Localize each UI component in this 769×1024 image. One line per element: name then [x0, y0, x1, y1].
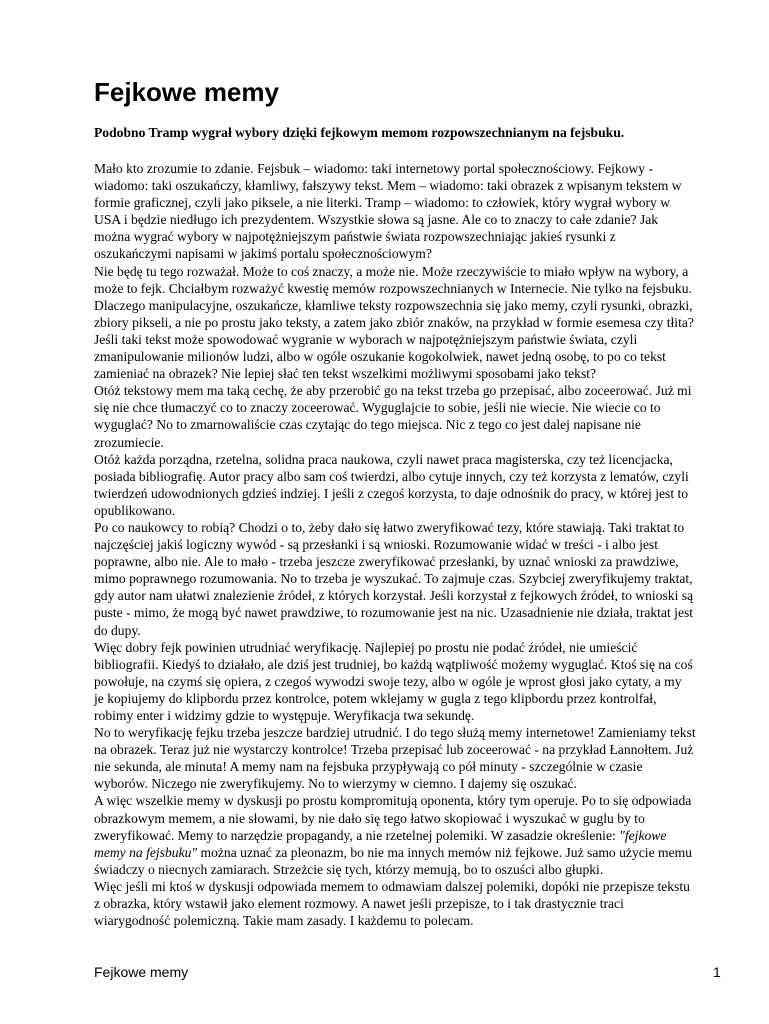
body-line: mimo poprawnego rozumowania. No to trzeba je wyszukać. To zajmuje czas. Szybciej zweryfikujemy traktat,: [94, 571, 693, 587]
body-line: z obrazka, który wstawił jako element rozmowy. A nawet jeśli przepisze, to i tak drastycznie traci: [94, 896, 624, 912]
body-line: zamieniać na obrazek? Nie lepiej słać ten tekst wszelkimi możliwymi sposobami jako tekst?: [94, 366, 597, 382]
body-line: opublikowano.: [94, 502, 176, 518]
body-line-segment: zweryfikować. Memy to narzędzie propagandy, a nie rzetelnej polemiki. W zasadzie określenie:: [94, 827, 620, 843]
body-line: Mało kto zrozumie to zdanie. Fejsbuk – wiadomo: taki internetowy portal społecznościowy. Fejkowy -: [94, 161, 653, 176]
body-line: twierdzeń udowodnionych gdzieś indziej. I jeśli z czegoś korzysta, to daje odnośnik do pracy, w której jest to: [94, 485, 689, 501]
body-line: Po co naukowcy to robią? Chodzi o to, żeby dało się łatwo zweryfikować tezy, które stawiają. Taki traktat to: [94, 519, 685, 535]
quoted-phrase: memy na fejsbuku": [94, 844, 198, 860]
body-line: może to fejk. Chciałbym rozważyć kwestię memów rozpowszechnianych w Internecie. Nie tylko na fejsbuku.: [94, 280, 692, 296]
body-line: wiadomo: taki oszukańczy, kłamliwy, fałszywy tekst. Mem – wiadomo: taki obrazek z wpisanym tekstem w: [94, 178, 682, 194]
body-line: nie sekunda, ale minuta! A memy nam na fejsbuka przypływają co pół minuty - szczególnie w czasie: [94, 759, 643, 775]
body-line: do dupy.: [94, 622, 141, 638]
body-line: poprawne, albo nie. Ale to mało - trzeba jeszcze zweryfikować przesłanki, by uznać wnioski za prawdziwe,: [94, 554, 679, 570]
body-line: zrozumiecie.: [94, 434, 164, 450]
body-text: [94, 160, 744, 929]
body-line: można wygrać wybory w najpotężniejszym państwie świata rozpowszechniając jakieś rysunki z: [94, 229, 616, 245]
body-line: Otóż każda porządna, rzetelna, solidna praca naukowa, czyli nawet praca magisterska, czy też licencjacka,: [94, 451, 673, 467]
body-line: gdy autor nam ułatwi znalezienie źródeł, z których korzystał. Jeśli korzystał z fejkowych źródeł, to wnioski są: [94, 588, 694, 604]
body-line: świadczy o niecnych zamiarach. Strzeżcie się tych, którzy memują, bo to oszuści albo głupki.: [94, 861, 604, 877]
body-line: wyborów. Niczego nie zweryfikujemy. No to wierzymy w ciemno. I dajemy się oszukać.: [94, 776, 577, 792]
body-line: A więc wszelkie memy w dyskusji po prostu kompromitują oponenta, który tym operuje. Po to się odpowiada: [94, 793, 692, 809]
body-line: obrazkowym memem, a nie słowami, by nie dało się tego łatwo skopiować i wyszukać w guglu by to: [94, 810, 645, 826]
page-number: 1: [713, 964, 721, 980]
body-line: najczęściej jakiś logiczny wywód - są przesłanki i są wnioski. Rozumowanie widać w treści - i albo jest: [94, 537, 658, 553]
footer-title: Fejkowe memy: [94, 964, 189, 980]
document-subtitle: Podobno Tramp wygrał wybory dzięki fejkowym memom rozpowszechnianym na fejsbuku.: [94, 125, 625, 140]
body-line: powołuje, na czymś się opiera, z czegoś wywodzi swoje tezy, albo w ogóle je wprost głosi jako cytaty, a my: [94, 673, 682, 689]
body-line: USA i będzie niedługo ich prezydentem. Wszystkie słowa są jasne. Ale co to znaczy to całe zdanie? Jak: [94, 212, 659, 228]
quoted-phrase: "fejkowe: [619, 827, 667, 843]
body-line: zbiory pikseli, a nie po prostu jako teksty, a zatem jako zbiór znaków, na przykład w formie esemesa czy tłita?: [94, 314, 694, 330]
body-line: Więc dobry fejk powinien utrudniać weryfikację. Najlepiej po prostu nie podać źródeł, nie umieścić: [94, 639, 638, 655]
body-line: Dlaczego manipulacyjne, oszukańcze, kłamliwe teksty rozpowszechnia się jako memy, czyli rysunki, obrazki,: [94, 297, 693, 313]
body-line: robimy enter i widzimy gdzie to występuje. Weryfikacja twa sekundę.: [94, 708, 475, 723]
body-line: wyguglać? No to zmarnowaliście czas czytając do tego miejsca. Nic z tego co jest dalej napisane nie: [94, 417, 641, 433]
body-line: puste - mimo, że mogą być nawet prawdziwe, to rozumowanie jest na nic. Uzasadnienie nie działa, traktat jest: [94, 605, 694, 621]
body-line: bibliografii. Kiedyś to działało, ale dziś jest trudniej, bo każdą wątpliwość możemy wyguglać. Ktoś się na coś: [94, 656, 693, 672]
body-line: się nie chce tłumaczyć co to znaczy zoceerować. Wyguglajcie to sobie, jeśli nie wiecie. Nie wiecie co to: [94, 400, 661, 416]
body-line: na obrazek. Teraz już nie wystarczy kontrolce! Trzeba przepisać lub zoceerować - na przykład Łannołtem. Już: [94, 742, 694, 758]
body-line: Więc jeśli mi ktoś w dyskusji odpowiada memem to odmawiam dalszej polemiki, dopóki nie przepisze tekstu: [94, 878, 690, 894]
body-line: Jeśli taki tekst może spowodować wygranie w wyborach w najpotężniejszym państwie świata, czyli: [94, 331, 638, 347]
body-line: [94, 827, 744, 844]
body-line: Nie będę tu tego rozważał. Może to coś znaczy, a może nie. Może rzeczywiście to miało wpływ na wybory, a: [94, 263, 689, 279]
body-line-segment: można uznać za pleonazm, bo nie ma innych memów niż fejkowe. Już samo użycie memu: [197, 844, 692, 860]
body-line: wiarygodność polemiczną. Takie mam zasady. I każdemu to polecam.: [94, 913, 474, 929]
body-line: [94, 844, 744, 861]
body-line: posiada bibliografię. Autor pracy albo sam coś twierdzi, albo cytuje innych, czy też korzysta z lematów, czyli: [94, 468, 689, 484]
body-line: Otóż tekstowy mem ma taką cechę, że aby przerobić go na tekst trzeba go przepisać, albo zoceerować. Już mi: [94, 383, 692, 399]
body-line: oszukańczymi napisami w jakimś portalu społecznościowym?: [94, 246, 432, 262]
body-line: je kopiujemy do klipbordu przez kontrolce, potem wklejamy w gugla z tego klipbordu przez kontrolfał,: [94, 690, 657, 706]
body-line: No to weryfikację fejku trzeba jeszcze bardziej utrudnić. I do tego służą memy internetowe! Zamieniamy tekst: [94, 725, 696, 741]
body-line: zmanipulowanie milionów ludzi, albo w ogóle oszukanie kogokolwiek, nawet jedną osobę, to po co tekst: [94, 349, 666, 365]
page-title: Fejkowe memy: [94, 77, 279, 107]
body-line: formie graficznej, czyli jako piksele, a nie literki. Tramp – wiadomo: to człowiek, który wygrał wybory w: [94, 195, 671, 211]
